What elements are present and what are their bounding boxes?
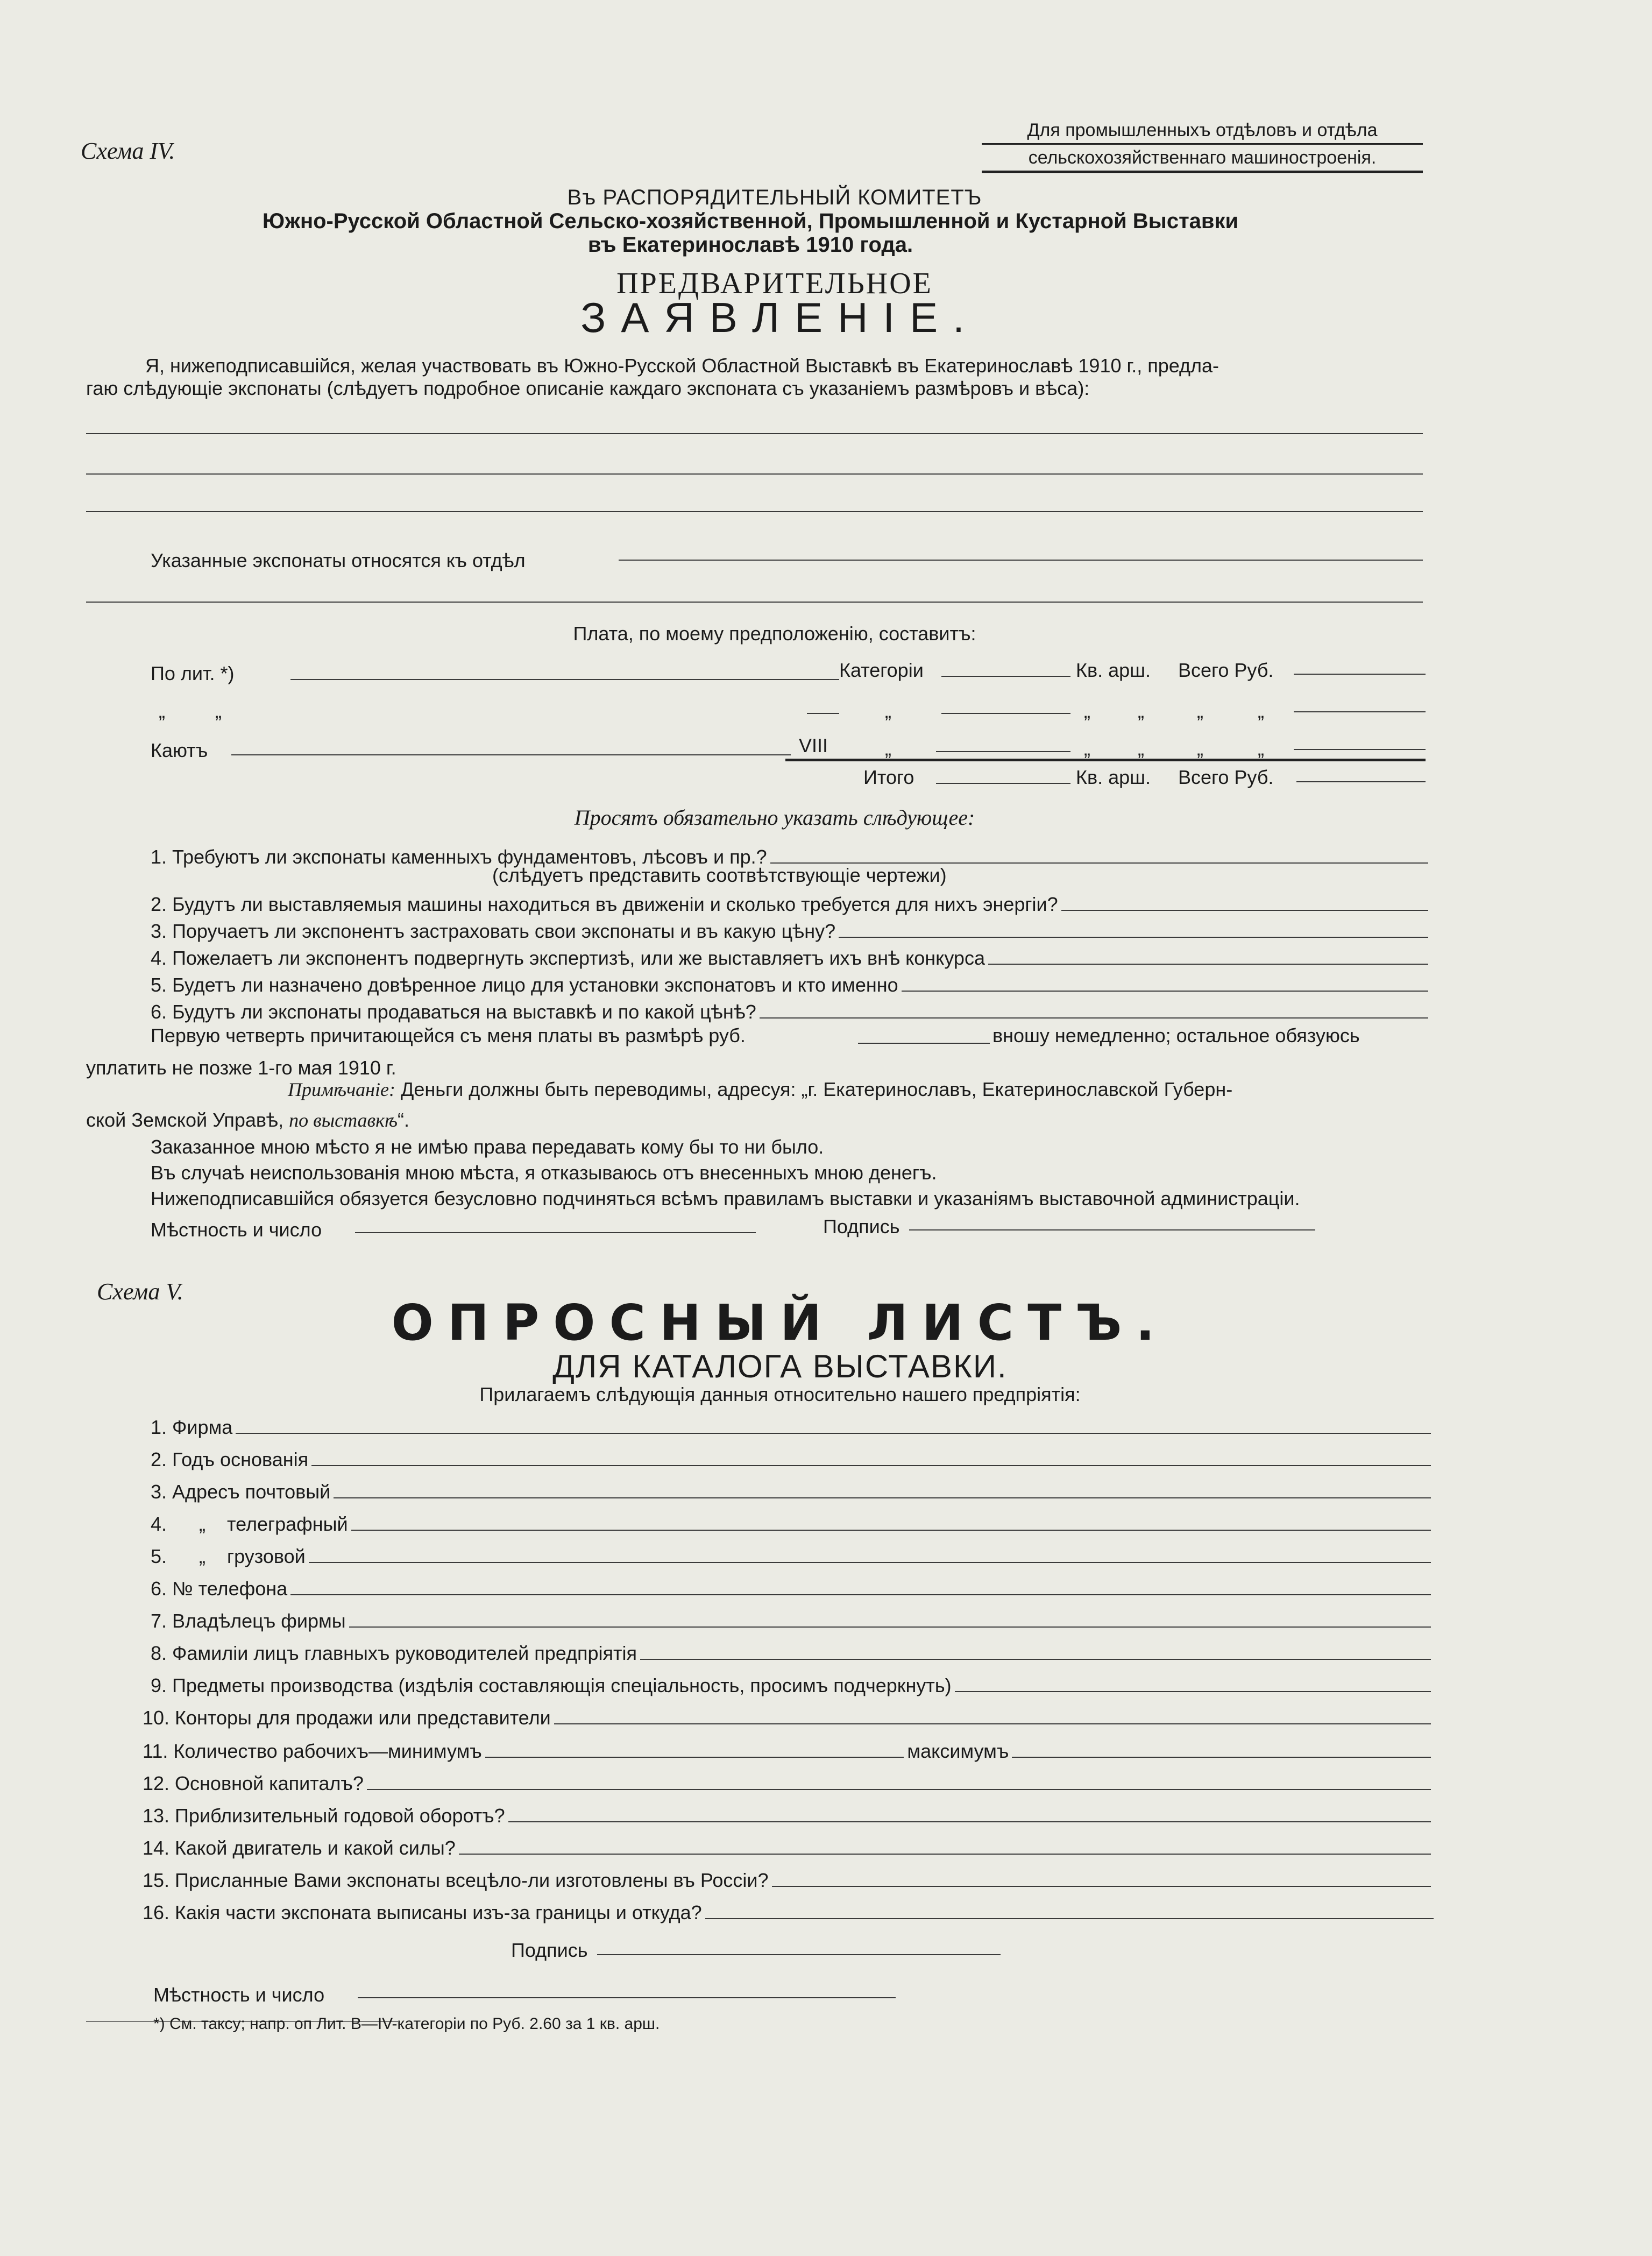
category-field-2[interactable] (941, 713, 1070, 714)
question-16: 16. Какія части экспоната выписаны изъ-за границы и откуда? (143, 1900, 1434, 1924)
preliminary-heading: ПРЕДВАРИТЕЛЬНОЕ (616, 267, 933, 300)
required-5: 5. Будетъ ли назначено довѣренное лицо для установки экспонатовъ и кто именно (151, 973, 1428, 996)
closing-line3: Нижеподписавшійся обязуется безусловно подчиняться всѣмъ правиламъ выставки и указаніямъ выставочной администраціи. (151, 1187, 1300, 1210)
bottom-signature-label: Подпись (511, 1939, 588, 1961)
required-2: 2. Будутъ ли выставляемыя машины находиться въ движеніи и сколько требуется для нихъ энергіи? (151, 892, 1428, 916)
payment-amount-field[interactable] (858, 1043, 990, 1044)
catalog-subtitle: ДЛЯ КАТАЛОГА ВЫСТАВКИ. (552, 1348, 1008, 1384)
note-text: Деньги должны быть переводимы, адресуя: „г. Екатеринославъ, Екатеринославской Губерн- (401, 1078, 1233, 1100)
closing-line1: Заказанное мною мѣсто я не имѣю права передавать кому бы то ни было. (151, 1136, 824, 1158)
question-1: 1. Фирма (151, 1415, 1431, 1439)
required-title: Просятъ обязательно указать слѣдующее: (574, 805, 975, 830)
question-12: 12. Основной капиталъ? (143, 1771, 1431, 1795)
question-9: 9. Предметы производства (издѣлія составляющія спеціальность, просимъ подчеркнуть) (151, 1673, 1431, 1697)
itogo-kv-arsh: Кв. арш. (1076, 766, 1151, 788)
place-date-label: Мѣстность и число (151, 1219, 322, 1241)
required-6-field[interactable] (760, 1017, 1428, 1019)
question-2: 2. Годъ основанія (151, 1447, 1431, 1471)
question-15-field[interactable] (772, 1886, 1431, 1887)
note-zemstvo: ской Земской Управѣ, (86, 1109, 284, 1131)
question-3: 3. Адресъ почтовый (151, 1480, 1431, 1503)
lit-field[interactable] (290, 679, 839, 680)
exhibition-line: Южно-Русской Областной Сельско-хозяйственной, Промышленной и Кустарной Выставки (262, 209, 1239, 233)
note-label: Примѣчаніе: (288, 1079, 395, 1100)
question-7-field[interactable] (349, 1626, 1431, 1628)
total-rub-field[interactable] (1294, 674, 1426, 675)
question-14: 14. Какой двигатель и какой силы? (143, 1836, 1431, 1859)
required-6: 6. Будутъ ли экспонаты продаваться на выставкѣ и по какой цѣнѣ? (151, 1000, 1428, 1023)
question-16-field[interactable] (705, 1918, 1434, 1919)
intro-line2: гаю слѣдующіе экспонаты (слѣдуетъ подробное описаніе каждаго экспоната съ указаніемъ размѣровъ и вѣса): (86, 377, 1090, 399)
question-6: 6. № телефона (151, 1576, 1431, 1600)
cabins-field[interactable] (231, 754, 791, 755)
department-field[interactable] (619, 560, 1423, 561)
payment-first-quarter: Первую четверть причитающейся съ меня платы въ размѣрѣ руб. (151, 1024, 746, 1046)
itogo-rub-field[interactable] (1296, 781, 1426, 782)
total-rub-label: Всего Руб. (1178, 659, 1274, 681)
question-11-min-field[interactable] (485, 1757, 904, 1758)
exhibition-year-line: въ Екатеринославѣ 1910 года. (587, 233, 913, 257)
question-4: 4. „ телеграфный (151, 1512, 1431, 1536)
category-label: Категоріи (839, 659, 924, 681)
ditto-10: „ (1138, 738, 1144, 760)
sum-rule (785, 759, 1426, 761)
required-2-field[interactable] (1061, 910, 1428, 911)
department-label: Указанные экспонаты относятся къ отдѣл (151, 549, 526, 571)
questionnaire-intro: Прилагаемъ слѣдующія данныя относительно нашего предпріятія: (479, 1383, 1081, 1405)
bottom-place-date-field[interactable] (358, 1997, 896, 1998)
ditto-9: „ (1084, 738, 1090, 760)
corner-note-line1: Для промышленныхъ отдѣловъ и отдѣла (1027, 120, 1378, 140)
note-exhibition: по выставкѣ (289, 1109, 398, 1131)
cabins-label: Каютъ (151, 739, 208, 761)
ditto-11: „ (1197, 738, 1203, 760)
bottom-signature-field[interactable] (597, 1954, 1001, 1955)
note-line1 (288, 1079, 1232, 1100)
ditto-3: „ (885, 700, 891, 722)
ditto-5: „ (1138, 700, 1144, 722)
itogo-field[interactable] (936, 783, 1070, 784)
question-2-field[interactable] (311, 1465, 1431, 1466)
note-end: “. (398, 1109, 409, 1131)
required-1-note: (слѣдуетъ представить соотвѣтствующіе чертежи) (492, 864, 947, 886)
committee-line: Въ РАСПОРЯДИТЕЛЬНЫЙ КОМИТЕТЪ (567, 186, 982, 209)
description-line-1[interactable] (86, 433, 1423, 434)
signature-field[interactable] (909, 1229, 1315, 1230)
question-8: 8. Фамиліи лицъ главныхъ руководителей предпріятія (151, 1641, 1431, 1665)
category-field-3[interactable] (936, 751, 1070, 752)
payment-rest: вношу немедленно; остальное обязуюсь (992, 1024, 1360, 1046)
required-3-field[interactable] (839, 937, 1428, 938)
ditto-7: „ (1258, 700, 1264, 722)
required-5-field[interactable] (902, 991, 1428, 992)
question-7: 7. Владѣлецъ фирмы (151, 1609, 1431, 1632)
ditto-6: „ (1197, 700, 1203, 722)
category-field[interactable] (941, 676, 1070, 677)
total-rub-field-3[interactable] (1294, 749, 1426, 750)
corner-note (982, 118, 1423, 173)
note-line2 (86, 1109, 409, 1131)
required-4-field[interactable] (988, 964, 1428, 965)
question-11-max-field[interactable] (1012, 1757, 1431, 1758)
required-4: 4. Пожелаетъ ли экспонентъ подвергнуть экспертизѣ, или же выставляетъ ихъ внѣ конкурса (151, 946, 1428, 970)
place-date-field[interactable] (355, 1232, 756, 1233)
payment-title: Плата, по моему предположенію, составитъ: (573, 623, 976, 645)
department-field-2[interactable] (86, 602, 1423, 603)
required-3: 3. Поручаетъ ли экспонентъ застраховать свои экспонаты и въ какую цѣну? (151, 919, 1428, 943)
questionnaire-title: ОПРОСНЫЙ ЛИСТЪ. (391, 1294, 1169, 1352)
schema-v-label: Схема V. (97, 1278, 183, 1305)
footnote: *) См. таксу; напр. оп Лит. В—IV-категоріи по Руб. 2.60 за 1 кв. арш. (153, 2015, 660, 2033)
question-5: 5. „ грузовой (151, 1544, 1431, 1568)
question-6-field[interactable] (290, 1594, 1431, 1595)
question-9-field[interactable] (955, 1691, 1431, 1692)
application-title: ЗАЯВЛЕНІЕ. (580, 294, 980, 341)
total-rub-field-2[interactable] (1294, 711, 1426, 712)
payment-deadline: уплатить не позже 1-го мая 1910 г. (86, 1057, 396, 1079)
description-line-2[interactable] (86, 473, 1423, 475)
category-viii: VIII (799, 734, 828, 756)
required-1-field[interactable] (770, 862, 1428, 864)
question-10-field[interactable] (554, 1723, 1431, 1724)
bottom-place-date-label: Мѣстность и число (153, 1984, 325, 2006)
ditto-1: „ (159, 700, 165, 722)
itogo-label: Итого (863, 766, 914, 788)
ditto-8: „ (885, 738, 891, 760)
question-13: 13. Приблизительный годовой оборотъ? (143, 1804, 1431, 1827)
closing-line2: Въ случаѣ неиспользованія мною мѣста, я отказываюсь отъ внесенныхъ мною денегъ. (151, 1162, 937, 1184)
question-1-field[interactable] (236, 1433, 1431, 1434)
question-11-max-label: максимумъ (907, 1740, 1009, 1762)
question-13-field[interactable] (508, 1821, 1431, 1822)
description-line-3[interactable] (86, 511, 1423, 512)
question-5-field[interactable] (309, 1562, 1431, 1563)
question-3-field[interactable] (334, 1497, 1431, 1498)
question-15: 15. Присланные Вами экспонаты всецѣло-ли изготовлены въ Россіи? (143, 1868, 1431, 1892)
question-11: 11. Количество рабочихъ—минимумъ максимумъ (143, 1739, 1431, 1763)
intro-line1: Я, нижеподписавшійся, желая участвовать въ Южно-Русской Областной Выставкѣ въ Екатеринославѣ 1910 г., предла- (145, 355, 1219, 377)
kv-arsh-label: Кв. арш. (1076, 659, 1151, 681)
signature-label: Подпись (823, 1215, 900, 1237)
po-lit-label: По лит. *) (151, 662, 235, 684)
required-1: 1. Требуютъ ли экспонаты каменныхъ фундаментовъ, лѣсовъ и пр.? (151, 845, 1428, 868)
question-4-field[interactable] (351, 1530, 1431, 1531)
question-10: 10. Конторы для продажи или представители (143, 1706, 1431, 1729)
schema-iv-label: Схема IV. (81, 138, 175, 164)
itogo-rub: Всего Руб. (1178, 766, 1274, 788)
question-12-field[interactable] (367, 1789, 1431, 1790)
ditto-4: „ (1084, 700, 1090, 722)
lit-field-2[interactable] (807, 713, 839, 714)
question-8-field[interactable] (640, 1659, 1431, 1660)
question-14-field[interactable] (459, 1854, 1431, 1855)
ditto-12: „ (1258, 738, 1264, 760)
corner-note-line2: сельскохозяйственнаго машиностроенія. (1028, 147, 1377, 168)
ditto-2: „ (215, 700, 222, 722)
